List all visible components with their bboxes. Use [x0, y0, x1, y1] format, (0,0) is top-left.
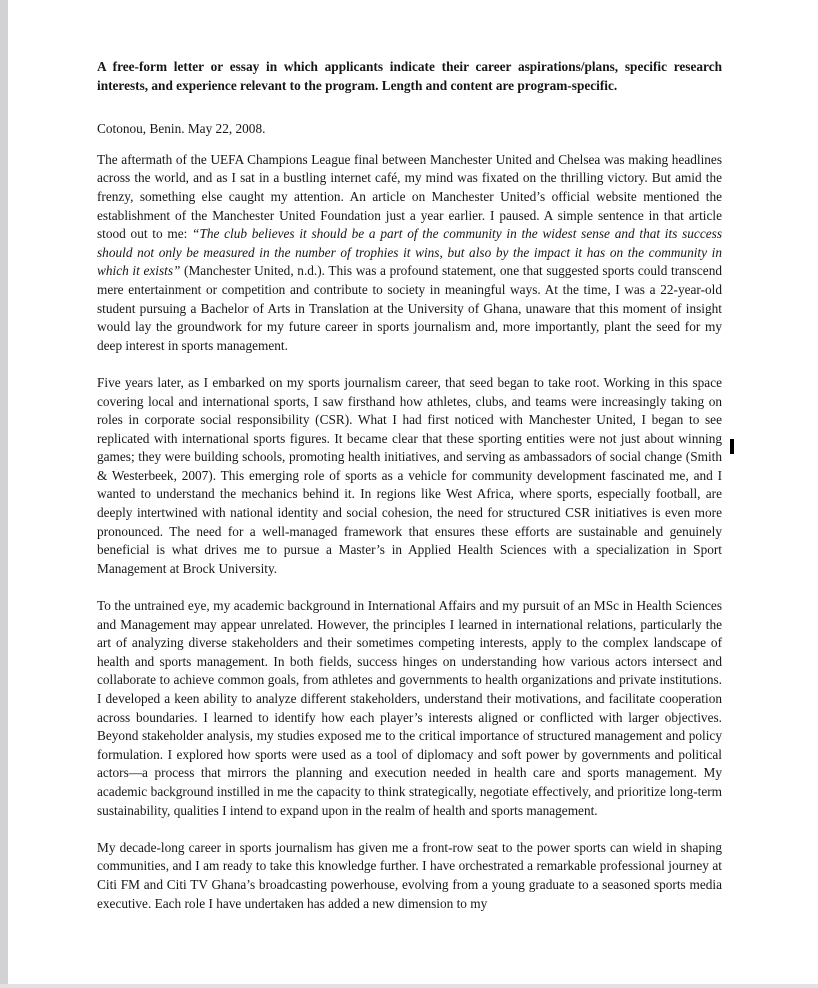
- text-cursor: [730, 439, 734, 454]
- paragraph-3: To the untrained eye, my academic background in International Affairs and my pursuit of an MSc in Health Sciences and Management may appear unrelated. However, the principles I learned in international relations, particularly the art of analyzing diverse stakeholders and their sometimes competing interests, apply to the complex landscape of health and sports management. In both fields, success hinges on understanding how various actors intersect and collaborate to achieve common goals, from athletes and governments to health organizations and private institutions. I developed a keen ability to analyze different stakeholders, understand their motivations, and facilitate cooperation across boundaries. I learned to identify how each player’s interests aligned or conflicted with larger objectives. Beyond stakeholder analysis, my studies exposed me to the critical importance of structured management and policy formulation. I explored how sports were used as a tool of diplomacy and soft power by governments and political actors—a process that mirrors the planning and execution needed in health care and sports management. My academic background instilled in me the capacity to think strategically, negotiate effectively, and prioritize long-term sustainability, qualities I intend to expand upon in the realm of health and sports management.: [97, 598, 722, 818]
- paragraph-4: My decade-long career in sports journalism has given me a front-row seat to the power sports can wield in shaping communities, and I am ready to take this knowledge further. I have orchestrated a remarkable professional journey at Citi FM and Citi TV Ghana’s broadcasting powerhouse, evolving from a young graduate to a seasoned sports media executive. Each role I have undertaken has added a new dimension to my: [97, 839, 722, 911]
- paragraph-1-lead: The aftermath of the UEFA Champions League final between Manchester United and Chelsea was making headlines across the world, and as I sat in a bustling internet café, my mind was fixated on the thrilling victory. But amid the frenzy, something else caught my attention. An article on Manchester United’s official website mentioned the establishment of the Manchester United Foundation just a year earlier. I paused. A simple sentence in that article stood out to me:: [97, 151, 722, 242]
- bottom-gutter: [0, 984, 818, 988]
- letter-text-area[interactable]: [97, 58, 722, 932]
- prompt-heading: A free-form letter or essay in which applicants indicate their career aspirations/plans, specific research interests, and experience relevant to the program. Length and content are program-specific.: [97, 59, 722, 93]
- left-gutter: [0, 0, 8, 988]
- document-page: [8, 0, 818, 984]
- paragraph-2: Five years later, as I embarked on my sports journalism career, that seed began to take root. Working in this space covering local and international sports, I saw firsthand how athletes, clubs, and teams were increasingly taking on roles in corporate social responsibility (CSR). What I had first noticed with Manchester United, I began to see replicated with international sports figures. It became clear that these sporting entities were not just about winning games; they were building schools, promoting health initiatives, and serving as ambassadors of social change (Smith & Westerbeek, 2007). This emerging role of sports as a vehicle for community development fascinated me, and I wanted to understand the mechanics behind it. In regions like West Africa, where sports, especially football, are deeply intertwined with national identity and social cohesion, the need for structured CSR initiatives is even more pronounced. The need for a well-managed framework that ensures these efforts are sustainable and genuinely beneficial is what drives me to pursue a Master’s in Applied Health Sciences with a specialization in Sport Management at Brock University.: [97, 374, 722, 576]
- paragraph-1-quote-italic: “The club believes it should be a part of the community in the widest sense and that its success should not only be measured in the number of trophies it wins, but also by the impact it has on the community in which it exists”: [97, 226, 722, 279]
- dateline: Cotonou, Benin. May 22, 2008.: [97, 121, 266, 137]
- paragraph-1-tail: (Manchester United, n.d.). This was a profound statement, one that suggested sports could transcend mere entertainment or competition and contribute to society in meaningful ways. At the time, I was a 22-year-old student pursuing a Bachelor of Arts in Translation at the University of Ghana, unaware that this moment of insight would lay the groundwork for my future career in sports journalism and, more importantly, plant the seed for my deep interest in sports management.: [97, 263, 722, 353]
- paragraph-1: [97, 151, 722, 356]
